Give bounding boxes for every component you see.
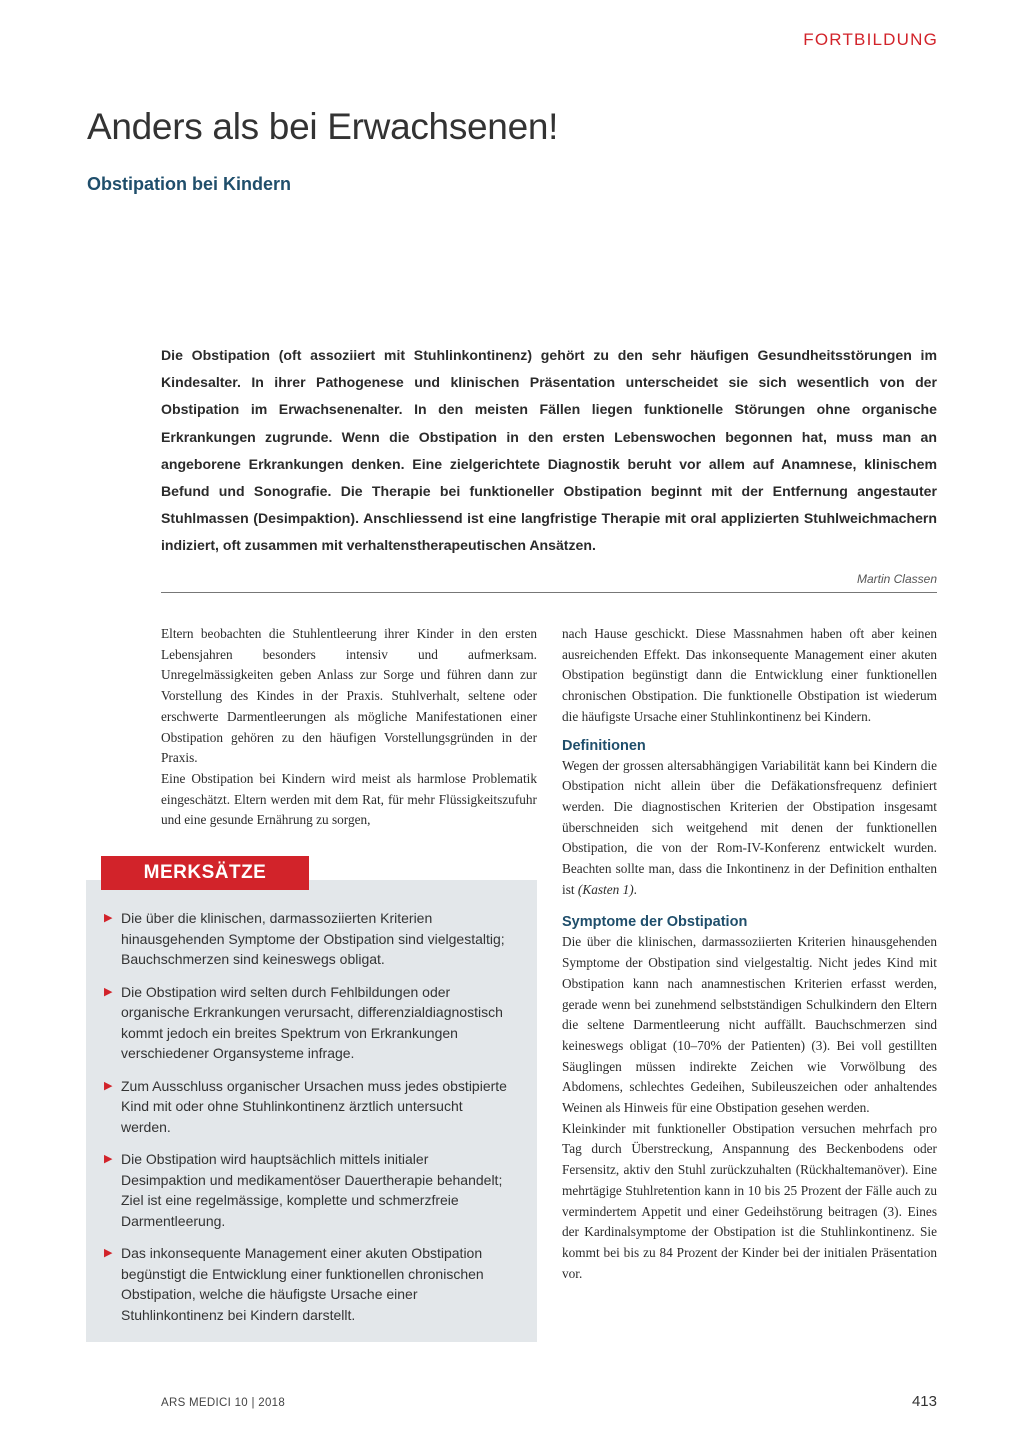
symptoms-paragraph: Die über die klinischen, darmassoziierten Kriterien hinausgehenden Symptome der Obstipation sind vielgestaltig. Nicht jedes Kind mit Obstipation kann nach anamnestischen Kriterien erfasst werden, gerade wenn bei zunehmend selbstständigen Schulkindern den Eltern die seltene Darmentleerung nicht auffällt. Bauchschmerzen sind keineswegs obligat (10–70% der Patienten) (3). Bei voll gestillten Säuglingen müssen indirekte Zeichen wie Vorwölbung des Abdomens, schlechtes Gedeihen, Subileuszeichen oder anhaltendes Weinen als Hinweis für eine Obstipation gesehen werden. [562, 934, 937, 1116]
merksaetze-item [104, 1149, 516, 1231]
page-number: 413 [911, 1393, 937, 1410]
body-paragraph: nach Hause geschickt. Diese Massnahmen haben oft aber keinen ausreichenden Effekt. Das inkonsequente Management einer akuten Obstipation begünstigt dann die Entwicklung einer funktionellen chronischen Obstipation. Die funktionelle Obstipation ist wiederum die häufigste Ursache einer Stuhlinkontinenz bei Kindern. [562, 626, 937, 724]
merksaetze-item [104, 1243, 516, 1325]
symptoms-paragraph: Kleinkinder mit funktioneller Obstipation versuchen mehrfach pro Tag durch Überstreckung, Anspannung des Beckenbodens oder Fersensitz, aktiv den Stuhl zurückzuhalten (Rückhaltemanöver). Eine mehrtägige Stuhlretention kann in 10 bis 25 Prozent der Fälle auch zu vermindertem Appetit und einer Gedeihstörung beitragen (3). Eines der Kardinalsymptome der Obstipation ist die Stuhlinkontinenz. Sie kommt bei bis zu 84 Prozent der Kinder bei der initialen Präsentation vor. [562, 1120, 937, 1281]
merksaetze-box [86, 880, 537, 1342]
article-title: Anders als bei Erwachsenen! [87, 106, 559, 147]
body-column-left [161, 624, 537, 831]
section-label: FORTBILDUNG [803, 30, 938, 49]
body-paragraph: Eltern beobachten die Stuhlentleerung ihrer Kinder in den ersten Lebensjahren besonders intensiv und aufmerksam. Unregelmässigkeiten geben Anlass zur Sorge und führen dann zur Vorstellung des Kindes in der Praxis. Stuhlverhalt, seltene oder erschwerte Darmentleerungen als mögliche Manifestationen einer Obstipation gehören zu den häufigen Vorstellungsgründen in der Praxis. [161, 626, 537, 766]
abstract-divider [161, 592, 937, 593]
definitions-text: Wegen der grossen altersabhängigen Variabilität kann bei Kindern die Obstipation nicht allein über die Defäkationsfrequenz definiert werden. Die diagnostischen Kriterien der Obstipation insgesamt überschneiden sich weitgehend mit denen der funktionellen Obstipation, die von der Rom-IV-Konferenz entwickelt wurden. Beachten sollte man, dass die Inkontinenz in der Definition enthalten ist [562, 757, 937, 897]
section-heading-symptome: Symptome der Obstipation [562, 914, 748, 931]
merksaetze-heading: MERKSÄTZE [101, 856, 309, 890]
merksaetze-list [104, 908, 516, 1337]
body-paragraph: Eine Obstipation bei Kindern wird meist als harmlose Problematik eingeschätzt. Eltern werden mit dem Rat, für mehr Flüssigkeitszufuhr und eine gesunde Ernährung zu sorgen, [161, 770, 537, 828]
box-reference: (Kasten 1) [577, 881, 634, 897]
article-subtitle: Obstipation bei Kindern [87, 174, 292, 194]
merksaetze-item-text: Die Obstipation wird selten durch Fehlbildungen oder organische Erkrankungen verursacht, differenzialdiagnostisch kommt jedoch ein breites Spektrum von Erkrankungen verschiedener Organsysteme infrage. [121, 983, 503, 1061]
red-triangle-bullet-icon: ▶ [104, 985, 113, 998]
merksaetze-item-text: Die über die klinischen, darmassoziierten Kriterien hinausgehenden Symptome der Obstipation sind vielgestaltig; Bauchschmerzen sind keineswegs obligat. [121, 910, 505, 967]
definitions-end: . [633, 881, 637, 897]
red-triangle-bullet-icon: ▶ [104, 1079, 113, 1092]
journal-footer: ARS MEDICI 10 | 2018 [161, 1397, 286, 1409]
section-heading-definitionen: Definitionen [562, 737, 646, 754]
merksaetze-item [104, 1076, 516, 1138]
body-column-right [562, 624, 937, 1284]
definitions-paragraph [562, 756, 937, 901]
merksaetze-item-text: Die Obstipation wird hauptsächlich mittels initialer Desimpaktion und medikamentöser Dauertherapie behandelt; Ziel ist eine regelmässige, komplette und schmerzfreie Darmentleerung. [121, 1151, 503, 1229]
red-triangle-bullet-icon: ▶ [104, 912, 113, 924]
red-triangle-bullet-icon: ▶ [104, 1247, 113, 1259]
article-abstract: Die Obstipation (oft assoziiert mit Stuhlinkontinenz) gehört zu den sehr häufigen Gesundheitsstörungen im Kindesalter. In ihrer Pathogenese und klinischen Präsentation unterscheidet sie sich wesentlich von der Obstipation im Erwachsenenalter. In den meisten Fällen liegen funktionelle Störungen ohne organische Erkrankungen zugrunde. Wenn die Obstipation in den ersten Lebenswochen begonnen hat, muss man an angeborene Erkrankungen denken. Eine zielgerichtete Diagnostik beruht vor allem auf Anamnese, klinischem Befund und Sonografie. Die Therapie bei funktioneller Obstipation beginnt mit der Entfernung angestauter Stuhlmassen (Desimpaktion). Anschliessend ist eine langfristige Therapie mit oral applizierten Stuhlweichmachern indiziert, oft zusammen mit verhaltenstherapeutischen Ansätzen. [161, 347, 937, 554]
merksaetze-item-text: Zum Ausschluss organischer Ursachen muss jedes obstipierte Kind mit oder ohne Stuhlinkontinenz ärztlich untersucht werden. [121, 1077, 507, 1135]
merksaetze-item-text: Das inkonsequente Management einer akuten Obstipation begünstigt die Entwicklung einer funktionellen chronischen Obstipation, welche die häufigste Ursache einer Stuhlinkontinenz bei Kindern darstellt. [121, 1245, 484, 1323]
red-triangle-bullet-icon: ▶ [104, 1153, 113, 1165]
merksaetze-item [104, 982, 516, 1064]
article-author: Martin Classen [856, 572, 937, 586]
merksaetze-item [104, 908, 516, 970]
